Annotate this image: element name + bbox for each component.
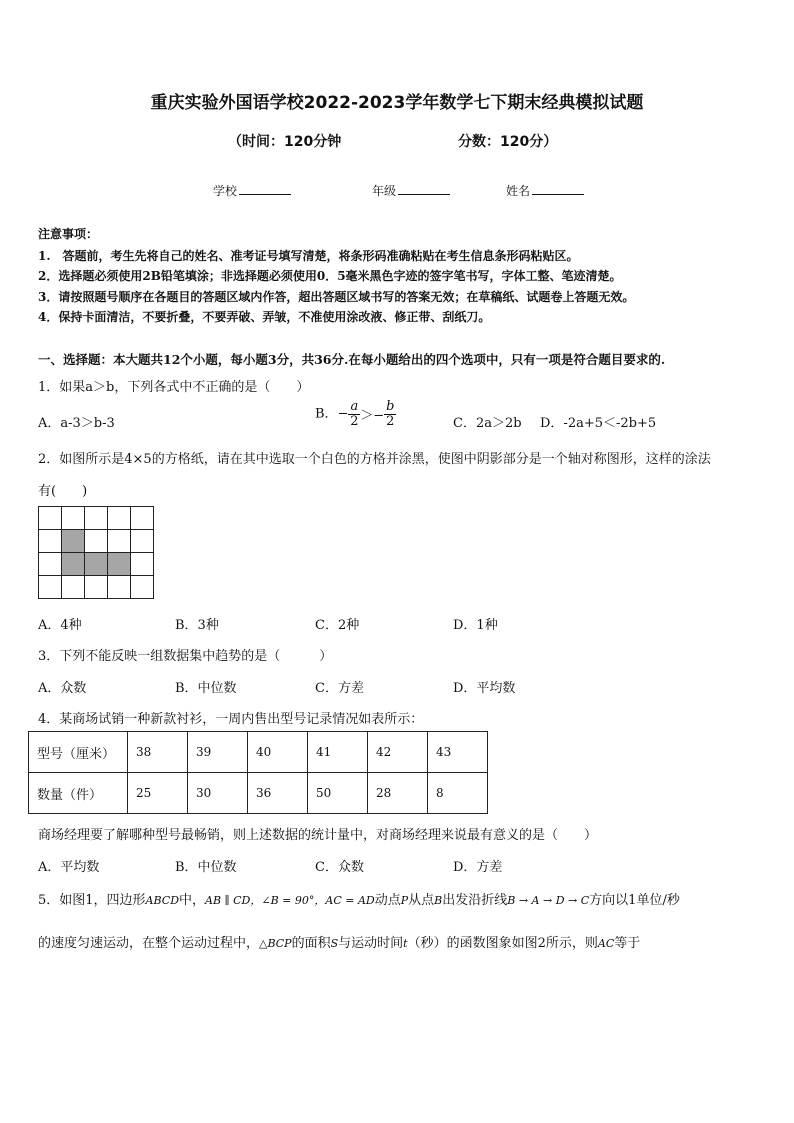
grade-field (372, 182, 450, 199)
q5-math: P (400, 894, 409, 907)
grid-cell (39, 553, 62, 576)
q5-text: 等于 (614, 936, 641, 951)
grid-cell (108, 576, 131, 599)
q1-option-c: C．2a＞2b (453, 416, 522, 431)
section-heading: 一、选择题：本大题共12个小题，每小题3分，共36分.在每小题给出的四个选项中，只有一项是符合题目要求的. (38, 352, 666, 367)
table-cell: 42 (368, 732, 428, 773)
q5-math: AC (597, 937, 615, 950)
table-cell: 8 (428, 773, 488, 814)
table-cell: 39 (188, 732, 248, 773)
q5-math: △BCP (259, 937, 292, 950)
q4-option-b: B．中位数 (175, 860, 237, 875)
q5-math: S (330, 937, 339, 950)
q5-math: B (434, 894, 443, 907)
grid-cell-shaded (108, 553, 131, 576)
exam-score: 分数：120分） (458, 134, 558, 150)
note-item-4: 4．保持卡面清洁，不要折叠，不要弄破、弄皱，不准使用涂改液、修正带、刮纸刀。 (38, 310, 491, 324)
q1-frac-den-b: 2 (386, 413, 395, 429)
q5-math: AB ∥ CD，∠B = 90°，AC = AD (205, 894, 375, 907)
grid-cell (131, 576, 154, 599)
q5-math: t (403, 937, 408, 950)
grid-cell (39, 507, 62, 530)
q1-fraction-b (384, 400, 396, 428)
table-cell: 40 (248, 732, 308, 773)
q1-stem: 1．如果a＞b，下列各式中不正确的是（ ） (38, 380, 310, 395)
notes-heading: 注意事项： (38, 227, 99, 241)
table-cell: 25 (128, 773, 188, 814)
q5-line1 (38, 889, 680, 908)
grade-blank (398, 182, 450, 195)
q5-text: 5．如图1，四边形 (38, 893, 146, 908)
grid-cell (131, 507, 154, 530)
q5-text: 的速度匀速运动，在整个运动过程中， (38, 936, 260, 951)
grid-cell (85, 507, 108, 530)
q1-option-d: D．-2a+5＜-2b+5 (540, 416, 657, 431)
q1-frac-den-a: 2 (350, 413, 359, 429)
q2-option-b: B．3种 (175, 618, 219, 633)
q4-stem: 4．某商场试销一种新款衬衫，一周内售出型号记录情况如表所示： (38, 712, 424, 727)
q5-text: 方向以1单位/秒 (589, 893, 680, 908)
q3-option-d: D．平均数 (453, 681, 516, 696)
q5-math: ABCD (145, 894, 180, 907)
q4-option-a: A．平均数 (38, 860, 100, 875)
table-row (29, 732, 488, 773)
table-cell: 36 (248, 773, 308, 814)
q5-text: 从点 (408, 893, 435, 908)
q2-option-c: C．2种 (315, 618, 360, 633)
q5-text: 出发沿折线 (442, 893, 508, 908)
name-blank (532, 182, 584, 195)
exam-title: 重庆实验外国语学校2022-2023学年数学七下期末经典模拟试题 (150, 93, 644, 113)
q3-option-b: B．中位数 (175, 681, 237, 696)
q1-option-a: A．a-3＞b-3 (38, 416, 115, 431)
q5-text: （秒）的函数图象如图2所示，则 (407, 936, 598, 951)
name-field (506, 182, 584, 199)
q1-frac-num-a: a (350, 399, 359, 414)
grid-cell-shaded (62, 553, 85, 576)
table-row (29, 773, 488, 814)
q4-option-c: C．众数 (315, 860, 364, 875)
q2-option-d: D．1种 (453, 618, 498, 633)
table-cell: 41 (308, 732, 368, 773)
grid-cell-shaded (62, 530, 85, 553)
q5-text: 中， (179, 893, 206, 908)
grid-cell-shaded (85, 553, 108, 576)
q4-option-d: D．方差 (453, 860, 503, 875)
q4-follow: 商场经理要了解哪种型号最畅销，则上述数据的统计量中，对商场经理来说最有意义的是（ ） (38, 828, 598, 843)
note-item-1: 1. 答题前，考生先将自己的姓名、准考证号填写清楚，将条形码准确粘贴在考生信息条形码粘贴区。 (38, 249, 579, 263)
q1-option-b: B．− $\frac{a}{2}$ ＞− $\frac{b}{2}$ (315, 399, 395, 429)
note-item-2: 2．选择题必须使用2B铅笔填涂；非选择题必须使用0．5毫米黑色字迹的签字笔书写，字体工整、笔迹清楚。 (38, 269, 622, 283)
q5-text: 与运动时间 (338, 936, 404, 951)
table-cell: 28 (368, 773, 428, 814)
q5-math: B → A → D → C (507, 894, 590, 907)
table-cell: 43 (428, 732, 488, 773)
grid-cell (62, 576, 85, 599)
q2-option-a: A．4种 (38, 618, 82, 633)
q5-text: 动点 (374, 893, 401, 908)
q3-option-c: C．方差 (315, 681, 364, 696)
q5-line2 (38, 932, 640, 951)
grid-cell (108, 530, 131, 553)
grid-cell (62, 507, 85, 530)
q3-stem: 3．下列不能反映一组数据集中趋势的是（ ） (38, 649, 333, 664)
q3-option-a: A．众数 (38, 681, 87, 696)
school-field (213, 182, 291, 199)
q2-stem-line2: 有( ) (38, 484, 88, 499)
table-header-count: 数量（件） (29, 773, 128, 814)
school-blank (239, 182, 291, 195)
school-label: 学校 (213, 184, 238, 198)
grid-cell (39, 576, 62, 599)
q1-fraction-a (348, 400, 360, 428)
q4-size-table (28, 731, 488, 814)
table-cell: 38 (128, 732, 188, 773)
grid-cell (85, 576, 108, 599)
grid-cell (85, 530, 108, 553)
q5-text: 的面积 (291, 936, 331, 951)
q2-stem-line1: 2．如图所示是4×5的方格纸，请在其中选取一个白色的方格并涂黑，使图中阴影部分是一个轴对称图形，这样的涂法 (38, 452, 711, 467)
table-header-size: 型号（厘米） (29, 732, 128, 773)
grade-label: 年级 (372, 184, 397, 198)
table-cell: 50 (308, 773, 368, 814)
note-item-3: 3．请按照题号顺序在各题目的答题区域内作答，超出答题区域书写的答案无效；在草稿纸、试题卷上答题无效。 (38, 290, 635, 304)
name-label: 姓名 (506, 184, 531, 198)
q1-option-b-prefix: B． (315, 406, 338, 422)
table-cell: 30 (188, 773, 248, 814)
exam-time: （时间：120分钟 (228, 134, 342, 150)
q2-grid-figure (38, 506, 154, 599)
grid-cell (108, 507, 131, 530)
grid-cell (39, 530, 62, 553)
grid-cell (131, 530, 154, 553)
grid-cell (131, 553, 154, 576)
q1-frac-num-b: b (386, 399, 395, 414)
